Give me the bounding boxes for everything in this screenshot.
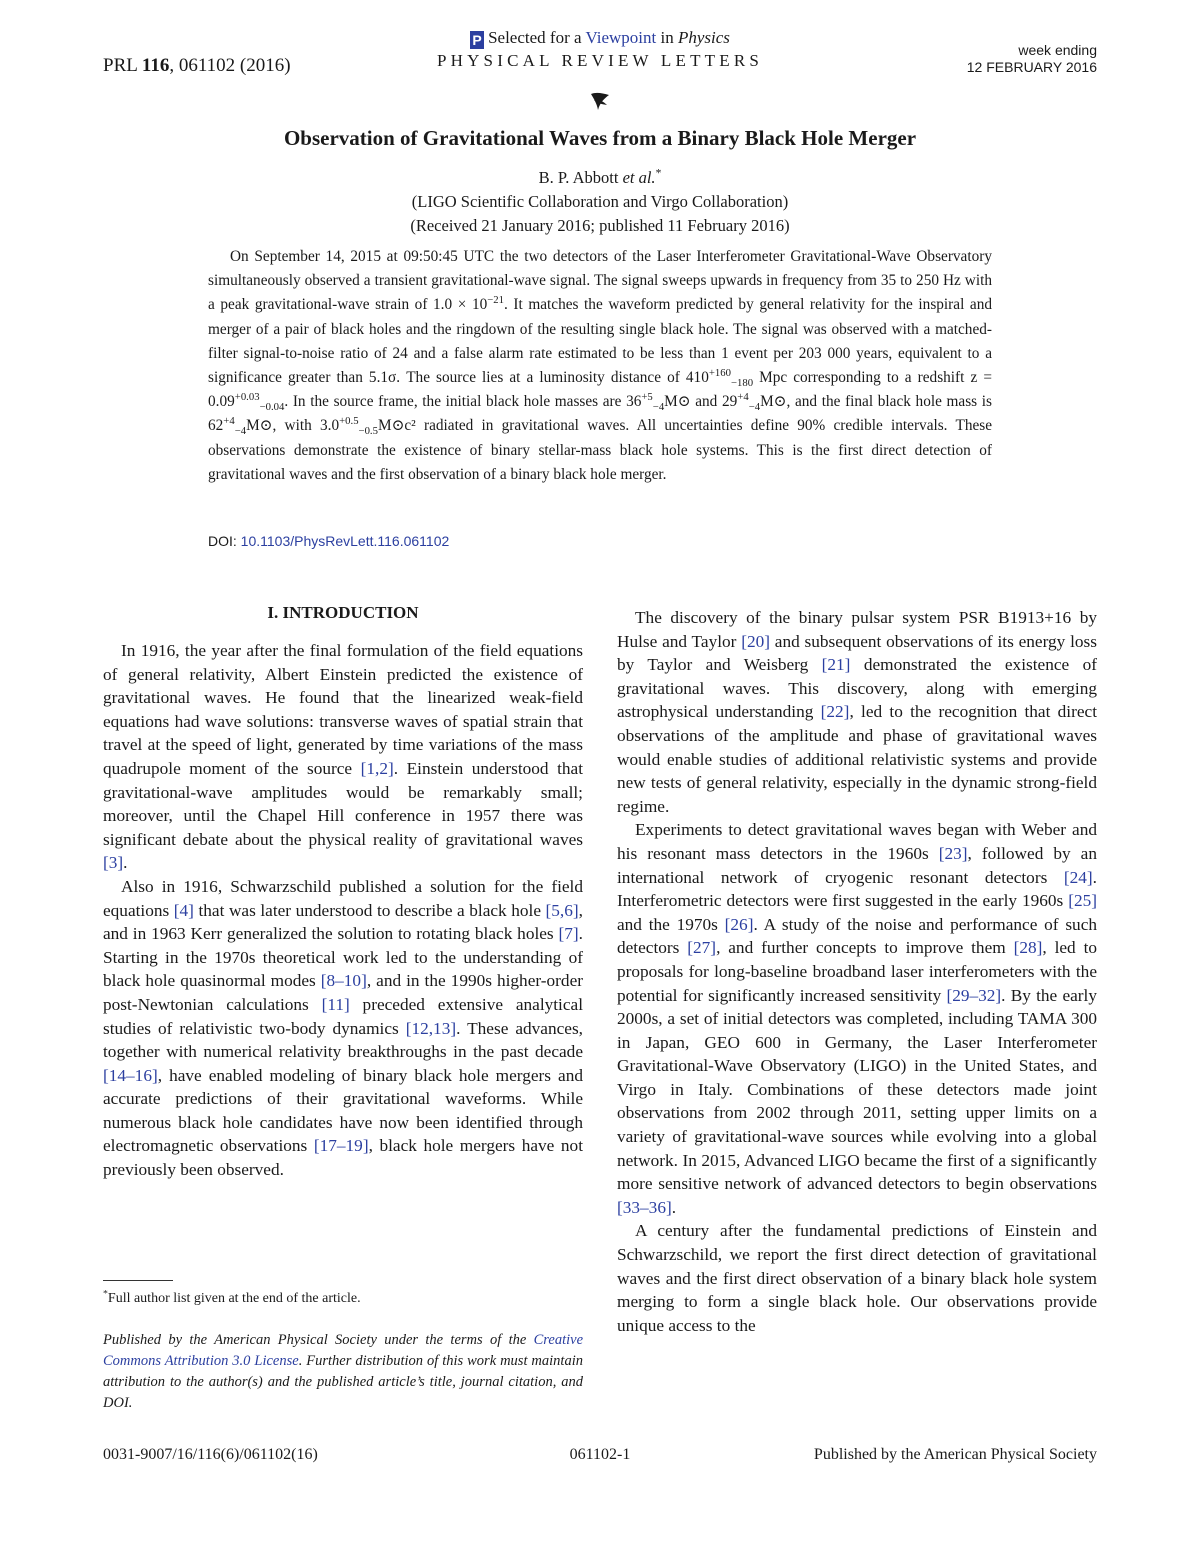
viewpoint-journal: Physics	[677, 28, 730, 47]
footer-page-number: 061102-1	[569, 1446, 631, 1463]
author-footnote-mark: *	[655, 167, 662, 180]
reference-link[interactable]: [29–32]	[946, 985, 1002, 1005]
issue-date-value: 12 FEBRUARY 2016	[966, 59, 1097, 75]
author-name: B. P. Abbott	[538, 168, 623, 187]
right-column	[617, 606, 1097, 1337]
journal-name: PHYSICAL REVIEW LETTERS	[436, 51, 764, 70]
footer-publisher: Published by the American Physical Society	[813, 1446, 1097, 1463]
intro-paragraph-4: Experiments to detect gravitational waves began with Weber and his resonant mass detectors in the 1960s [23], followed by an international network of cryogenic resonant detectors [24]. Interferometric detectors were first suggested in the early 1960s [25] and the 1970s [26]. A study of the noise and performance of such detectors [27], and further concepts to improve them [28], led to proposals for long-baseline broadband laser interferometers with the potential for significantly increased sensitivity [29–32]. By the early 2000s, a set of initial detectors was completed, including TAMA 300 in Japan, GEO 600 in Germany, the Laser Interferometer Gravitational-Wave Observatory (LIGO) in the United States, and Virgo in Italy. Combinations of these detectors made joint observations from 2002 through 2011, setting upper limits on a variety of gravitational-wave sources while evolving into a global network. In 2015, Advanced LIGO became the first of a significantly more sensitive network of advanced detectors to begin observations [33–36].	[617, 820, 1098, 1217]
citation-suffix: , 061102 (2016)	[169, 55, 291, 76]
reference-link[interactable]: [33–36]	[617, 1197, 672, 1217]
left-column	[103, 639, 583, 1182]
doi-link[interactable]: 10.1103/PhysRevLett.116.061102	[240, 533, 450, 549]
viewpoint-link[interactable]: Viewpoint	[585, 28, 657, 47]
reference-link[interactable]: [21]	[821, 655, 851, 675]
footer-issn: 0031-9007/16/116(6)/061102(16)	[103, 1446, 318, 1463]
footnote	[103, 1288, 361, 1307]
author-line	[0, 168, 1200, 188]
citation-volume: 116	[141, 55, 170, 76]
week-label: week ending	[1018, 42, 1097, 58]
intro-paragraph-1: In 1916, the year after the final formulation of the field equations of general relativity, Albert Einstein predicted the existence of gravitational waves. He found that the linearized weak-field equations had wave solutions: transverse waves of spatial strain that travel at the speed of light, generated by time variations of the mass quadrupole moment of the source [1,2]. Einstein understood that gravitational-wave amplitudes would be remarkably small; moreover, until the Chapel Hill conference in 1957 there was significant debate about the physical reality of gravitational waves [3].	[103, 641, 583, 873]
viewpoint-mid: in	[656, 28, 678, 47]
reference-link[interactable]: [11]	[321, 994, 350, 1014]
footnote-text: Full author list given at the end of the article.	[107, 1291, 361, 1306]
citation-prefix: PRL	[103, 55, 142, 76]
reference-link[interactable]: [8–10]	[320, 971, 367, 991]
license-post: . Further distribution of this work must maintain attribution to the author(s) and the published article’s title, journal citation, and DOI.	[103, 1353, 583, 1411]
intro-paragraph-3: The discovery of the binary pulsar system PSR B1913+16 by Hulse and Taylor [20] and subsequent observations of its energy loss by Taylor and Weisberg [21] demonstrated the existence of gravitational waves. This discovery, along with emerging astrophysical understanding [22], led to the recognition that direct observations of the amplitude and phase of gravitational waves would enable studies of additional relativistic systems and provide new tests of general relativity, especially in the dynamic strong-field regime.	[617, 608, 1097, 816]
paper-title: Observation of Gravitational Waves from a Binary Black Hole Merger	[283, 126, 917, 150]
doi-label: DOI:	[208, 533, 241, 549]
crossmark-icon[interactable]	[588, 90, 612, 114]
license-link[interactable]: Creative Commons Attribution 3.0 License	[103, 1332, 583, 1369]
viewpoint-pre: Selected for a	[488, 28, 586, 47]
author-etal: et al.	[622, 168, 656, 187]
reference-link[interactable]: [28]	[1013, 938, 1043, 958]
reference-link[interactable]: [3]	[103, 853, 124, 873]
reference-link[interactable]: [25]	[1068, 891, 1097, 911]
received-dates: (Received 21 January 2016; published 11 February 2016)	[410, 216, 790, 235]
footnote-rule	[103, 1280, 173, 1281]
physics-p-icon: P	[470, 31, 484, 49]
collaboration: (LIGO Scientific Collaboration and Virgo Collaboration)	[411, 192, 789, 211]
issue-date	[967, 42, 1097, 76]
abstract: On September 14, 2015 at 09:50:45 UTC the two detectors of the Laser Interferometer Gravitational-Wave Observatory simultaneously observed a transient gravitational-wave signal. The signal sweeps upwards in frequency from 35 to 250 Hz with a peak gravitational-wave strain of $1.0 \times 10^{-21}$. It matches the waveform predicted by general relativity for the inspiral and merger of a pair of black holes and the ringdown of the resulting single black hole. The signal was observed with a matched-filter signal-to-noise ratio of 24 and a false alarm rate estimated to be less than 1 event per 203 000 years, equivalent to a significance greater than 5.1σ. The source lies at a luminosity distance of $410^{+160}_{-180}$ Mpc corresponding to a redshift $z = 0.09^{+0.03}_{-0.04}$. In the source frame, the initial black hole masses are $36^{+5}_{-4}M⊙$ and $29^{+4}_{-4}M⊙$, and the final black hole mass is $62^{+4}_{-4}M⊙$, with $3.0^{+0.5}_{-0.5}M⊙c^2$ radiated in gravitational waves. All uncertainties define 90% credible intervals. These observations demonstrate the existence of binary stellar-mass black hole systems. This is the first direct detection of gravitational waves and the first observation of a binary black hole merger.	[208, 248, 992, 483]
license-pre: Published by the American Physical Society under the terms of the	[103, 1332, 534, 1348]
reference-link[interactable]: [12,13]	[405, 1018, 457, 1038]
reference-link[interactable]: [26]	[724, 914, 754, 934]
footnote-mark: *	[103, 1288, 108, 1300]
intro-paragraph-2: Also in 1916, Schwarzschild published a solution for the field equations [4] that was later understood to describe a black hole [5,6], and in 1963 Kerr generalized the solution to rotating black holes [7]. Starting in the 1970s theoretical work led to the understanding of black hole quasinormal modes [8–10], and in the 1990s higher-order post-Newtonian calculations [11] preceded extensive analytical studies of relativistic two-body dynamics [12,13]. These advances, together with numerical relativity breakthroughs in the past decade [14–16], have enabled modeling of binary black hole mergers and accurate predictions of their gravitational waveforms. While numerous black hole candidates have now been identified through electromagnetic observations [17–19], black hole mergers have not previously been observed.	[103, 876, 583, 1180]
section-heading: I. INTRODUCTION	[267, 603, 419, 622]
license-notice	[103, 1330, 583, 1414]
reference-link[interactable]: [24]	[1063, 867, 1093, 887]
reference-link[interactable]: [14–16]	[103, 1065, 158, 1085]
reference-link[interactable]: [22]	[820, 702, 850, 722]
reference-link[interactable]: [7]	[558, 924, 579, 944]
reference-link[interactable]: [4]	[173, 900, 194, 920]
intro-paragraph-5: A century after the fundamental predictions of Einstein and Schwarzschild, we report the first direct detection of gravitational waves and the first direct observation of a binary black hole system merging to form a single black hole. Our observations provide unique access to the	[617, 1221, 1097, 1335]
reference-link[interactable]: [17–19]	[313, 1136, 369, 1156]
reference-link[interactable]: [1,2]	[360, 758, 394, 778]
reference-link[interactable]: [23]	[938, 843, 968, 863]
reference-link[interactable]: [20]	[741, 631, 770, 651]
doi-line	[208, 533, 449, 549]
reference-link[interactable]: [5,6]	[545, 900, 579, 920]
reference-link[interactable]: [27]	[687, 938, 717, 958]
